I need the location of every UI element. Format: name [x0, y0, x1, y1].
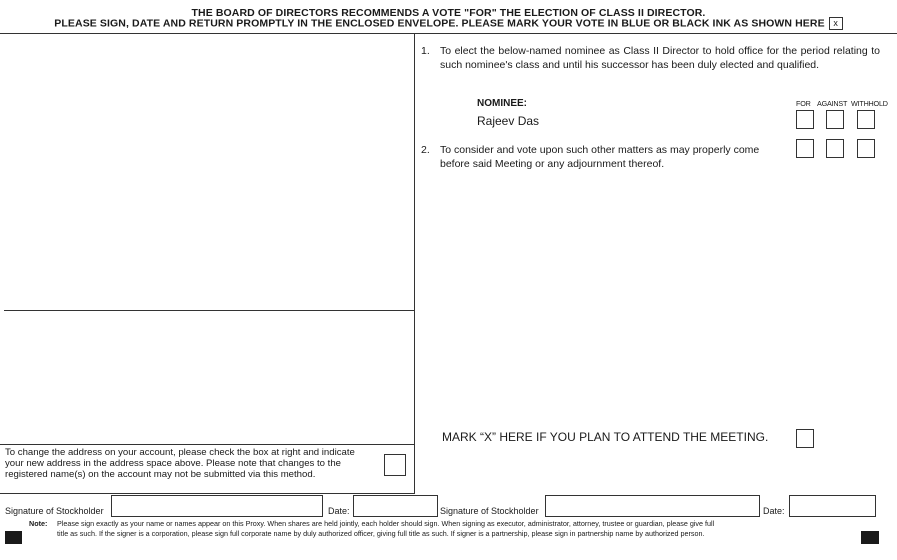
date-label-2: Date:	[763, 506, 785, 516]
nominee-withhold-checkbox[interactable]	[857, 110, 875, 129]
address-change-bottom-rule	[0, 493, 414, 494]
address-change-top-rule	[0, 444, 414, 445]
header-instructions-text: PLEASE SIGN, DATE AND RETURN PROMPTLY IN THE ENCLOSED ENVELOPE. PLEASE MARK YOUR VOTE IN BLUE OR BLACK INK AS SHOWN HERE	[54, 17, 825, 30]
registration-mark-left	[5, 531, 22, 544]
nominee-for-checkbox[interactable]	[796, 110, 814, 129]
date-field-1[interactable]	[353, 495, 438, 517]
column-withhold: WITHHOLD	[851, 99, 888, 108]
item2-for-checkbox[interactable]	[796, 139, 814, 158]
item2-against-checkbox[interactable]	[826, 139, 844, 158]
item2-withhold-checkbox[interactable]	[857, 139, 875, 158]
item1-number: 1.	[421, 45, 430, 57]
note-label: Note:	[29, 519, 48, 528]
nominee-name: Rajeev Das	[477, 114, 540, 128]
registration-mark-right	[861, 531, 879, 544]
column-for: FOR	[796, 99, 811, 108]
column-against: AGAINST	[817, 99, 848, 108]
nominee-heading: NOMINEE:	[477, 98, 527, 109]
new-address-area[interactable]	[0, 311, 414, 444]
attend-meeting-checkbox[interactable]	[796, 429, 814, 448]
attend-meeting-label: MARK “X” HERE IF YOU PLAN TO ATTEND THE MEETING.	[442, 430, 769, 444]
item2-text: To consider and vote upon such other matters as may properly come before said Meeting or any adjournment thereof.	[440, 144, 760, 170]
item2-number: 2.	[421, 144, 430, 156]
date-field-2[interactable]	[789, 495, 876, 517]
signature-label-1: Signature of Stockholder	[5, 506, 104, 516]
signature-field-1[interactable]	[111, 495, 323, 517]
note-line-2: title as such. If the signer is a corporation, please sign full corporate name by duly authorized officer, giving full title as such. If signer is a partnership, please sign in partnership name by authorized person.	[57, 529, 705, 538]
date-label-1: Date:	[328, 506, 350, 516]
item1-text: To elect the below-named nominee as Class II Director to hold office for the period relating to such nominee's class and until his successor has been duly elected and qualified.	[440, 45, 880, 71]
nominee-against-checkbox[interactable]	[826, 110, 844, 129]
header-recommendation: THE BOARD OF DIRECTORS RECOMMENDS A VOTE "FOR" THE ELECTION OF CLASS II DIRECTOR.	[191, 7, 706, 19]
header-instructions	[0, 17, 897, 30]
signature-field-2[interactable]	[545, 495, 760, 517]
address-area	[0, 34, 414, 310]
address-change-text: To change the address on your account, please check the box at right and indicate your new address in the address space above. Please note that changes to the registered name(s) on the account may not be submitted via this method.	[5, 447, 355, 480]
signature-label-2: Signature of Stockholder	[440, 506, 539, 516]
example-mark-box: x	[829, 17, 843, 30]
note-line-1: Please sign exactly as your name or names appear on this Proxy. When shares are held jointly, each holder should sign. When signing as executor, administrator, attorney, trustee or guardian, please give full	[57, 519, 715, 528]
address-change-checkbox[interactable]	[384, 454, 406, 476]
center-divider	[414, 33, 415, 494]
